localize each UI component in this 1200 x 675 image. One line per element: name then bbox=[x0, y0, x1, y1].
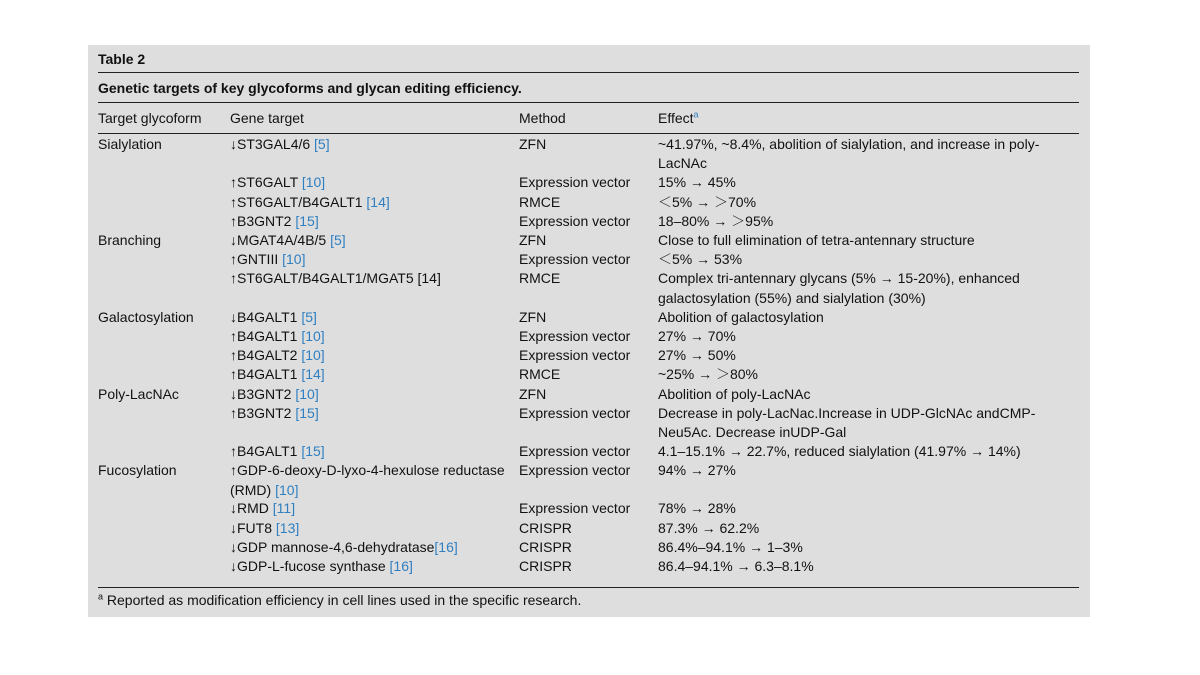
cell-gene bbox=[230, 346, 512, 365]
cell-method: CRISPR bbox=[519, 519, 572, 536]
cell-method: RMCE bbox=[519, 366, 561, 383]
cell-gene bbox=[230, 327, 512, 346]
cell-gene bbox=[230, 404, 512, 423]
table-body bbox=[88, 135, 1090, 576]
table-row bbox=[88, 250, 1090, 269]
cell-method: Expression vector bbox=[519, 462, 631, 479]
bottom-rule bbox=[98, 587, 1079, 588]
table-row bbox=[88, 365, 1090, 384]
gene-name: ↓GDP-L-fucose synthase bbox=[230, 558, 386, 575]
reference-link[interactable]: [10] bbox=[291, 385, 319, 402]
title-rule bbox=[98, 102, 1079, 103]
cell-effect: Decrease in poly-LacNac.Increase in UDP-GlcNAc andCMP-Neu5Ac. Decrease inUDP-Gal bbox=[658, 404, 1036, 441]
reference-link[interactable]: [5] bbox=[326, 232, 346, 249]
reference-link[interactable]: [16] bbox=[385, 558, 413, 575]
cell-gene bbox=[230, 135, 512, 154]
cell-method: ZFN bbox=[519, 136, 547, 152]
cell-method: Expression vector bbox=[519, 404, 631, 421]
gene-name: ↑B3GNT2 bbox=[230, 404, 292, 421]
header-rule bbox=[98, 133, 1079, 134]
table-row bbox=[88, 557, 1090, 576]
gene-name: ↓ST3GAL4/6 bbox=[230, 136, 311, 152]
cell-method: RMCE bbox=[519, 270, 561, 287]
gene-name: ↑ST6GALT/B4GALT1/MGAT5 [14] bbox=[230, 270, 441, 287]
gene-name: ↓FUT8 bbox=[230, 519, 272, 536]
gene-name: ↓B4GALT1 bbox=[230, 308, 298, 325]
reference-link[interactable]: [15] bbox=[291, 212, 319, 229]
cell-method: CRISPR bbox=[519, 538, 572, 555]
cell-effect: ＜5% → 53% bbox=[658, 251, 743, 268]
cell-effect: Close to full elimination of tetra-antennary structure bbox=[658, 232, 975, 249]
cell-glycoform: Galactosylation bbox=[98, 308, 194, 325]
cell-glycoform: Branching bbox=[98, 232, 162, 249]
cell-gene bbox=[230, 250, 512, 269]
gene-name: ↑B4GALT1 bbox=[230, 366, 298, 383]
table-row bbox=[88, 308, 1090, 327]
cell-gene bbox=[230, 231, 512, 250]
effect-footnote-mark: a bbox=[693, 109, 699, 120]
cell-gene bbox=[230, 538, 512, 557]
table-row bbox=[88, 499, 1090, 518]
table-footnote bbox=[98, 592, 581, 608]
gene-name: ↑B4GALT1 bbox=[230, 443, 298, 460]
cell-effect: 27% → 50% bbox=[658, 347, 736, 364]
gene-name: ↓MGAT4A/4B/5 bbox=[230, 232, 327, 249]
cell-effect: ~25% → ＞80% bbox=[658, 366, 758, 383]
cell-effect: 86.4–94.1% → 6.3–8.1% bbox=[658, 558, 814, 575]
table-row bbox=[88, 327, 1090, 346]
table-row bbox=[88, 385, 1090, 404]
cell-effect: Abolition of poly-LacNAc bbox=[658, 385, 811, 402]
cell-method: CRISPR bbox=[519, 558, 572, 575]
cell-gene bbox=[230, 557, 512, 576]
table-row bbox=[88, 193, 1090, 212]
table-panel bbox=[88, 45, 1090, 617]
gene-name: ↓B3GNT2 bbox=[230, 385, 292, 402]
header-effect: Effect$^a$ bbox=[658, 109, 699, 126]
cell-gene bbox=[230, 385, 512, 404]
reference-link[interactable]: [16] bbox=[434, 538, 458, 555]
table-row bbox=[88, 212, 1090, 231]
cell-gene bbox=[230, 173, 512, 192]
reference-link[interactable]: [5] bbox=[297, 308, 317, 325]
header-method: Method bbox=[519, 110, 566, 126]
cell-method: Expression vector bbox=[519, 347, 631, 364]
reference-link[interactable]: [15] bbox=[291, 404, 319, 421]
reference-link[interactable]: [14] bbox=[362, 193, 390, 210]
reference-link[interactable]: [10] bbox=[297, 328, 325, 345]
cell-glycoform: Sialylation bbox=[98, 136, 162, 152]
reference-link[interactable]: [15] bbox=[297, 443, 325, 460]
cell-method: ZFN bbox=[519, 385, 547, 402]
reference-link[interactable]: [10] bbox=[271, 481, 299, 498]
table-row bbox=[88, 269, 1090, 307]
gene-name: ↑ST6GALT bbox=[230, 174, 298, 191]
table-row bbox=[88, 461, 1090, 499]
cell-method: Expression vector bbox=[519, 212, 631, 229]
table-row bbox=[88, 135, 1090, 173]
cell-gene bbox=[230, 212, 512, 231]
gene-name: ↑B3GNT2 bbox=[230, 212, 292, 229]
cell-method: Expression vector bbox=[519, 443, 631, 460]
table-row bbox=[88, 346, 1090, 365]
cell-effect: 87.3% → 62.2% bbox=[658, 519, 760, 536]
table-row bbox=[88, 519, 1090, 538]
cell-effect: 15% → 45% bbox=[658, 174, 736, 191]
cell-method: Expression vector bbox=[519, 251, 631, 268]
table-row bbox=[88, 404, 1090, 442]
cell-effect: 86.4%–94.1% → 1–3% bbox=[658, 538, 803, 555]
gene-name: ↑GDP-6-deoxy-D-lyxo-4-hexulose reductase (RMD) bbox=[230, 462, 505, 498]
reference-link[interactable]: [11] bbox=[268, 500, 296, 517]
header-gene: Gene target bbox=[230, 110, 304, 126]
cell-glycoform: Poly-LacNAc bbox=[98, 385, 179, 402]
cell-effect: 78% → 28% bbox=[658, 500, 736, 517]
cell-method: Expression vector bbox=[519, 328, 631, 345]
reference-link[interactable]: [13] bbox=[272, 519, 300, 536]
table-row bbox=[88, 231, 1090, 250]
cell-effect: ~41.97%, ~8.4%, abolition of sialylation, and increase in poly-LacNAc bbox=[658, 136, 1040, 172]
table-row bbox=[88, 173, 1090, 192]
footnote-text: Reported as modification efficiency in cell lines used in the specific research. bbox=[103, 592, 582, 608]
table-title: Genetic targets of key glycoforms and glycan editing efficiency. bbox=[98, 80, 522, 96]
cell-effect: 94% → 27% bbox=[658, 462, 736, 479]
cell-method: ZFN bbox=[519, 232, 547, 249]
cell-method: Expression vector bbox=[519, 174, 631, 191]
cell-gene bbox=[230, 461, 512, 499]
gene-name: ↑GNTIII bbox=[230, 251, 279, 268]
cell-effect: 4.1–15.1% → 22.7%, reduced sialylation (41.97% → 14%) bbox=[658, 443, 1021, 460]
cell-gene bbox=[230, 269, 512, 288]
cell-effect: ＜5% → ＞70% bbox=[658, 193, 757, 210]
gene-name: ↑B4GALT1 bbox=[230, 328, 298, 345]
cell-effect: 27% → 70% bbox=[658, 328, 736, 345]
cell-glycoform: Fucosylation bbox=[98, 462, 177, 479]
cell-gene bbox=[230, 519, 512, 538]
table-label: Table 2 bbox=[98, 51, 146, 67]
cell-gene bbox=[230, 365, 512, 384]
cell-effect: 18–80% → ＞95% bbox=[658, 212, 774, 229]
cell-effect: Abolition of galactosylation bbox=[658, 308, 824, 325]
reference-link[interactable]: [10] bbox=[297, 174, 326, 191]
cell-gene bbox=[230, 499, 512, 518]
reference-link[interactable]: [5] bbox=[310, 136, 330, 152]
cell-effect: Complex tri-antennary glycans (5% → 15-20%), enhanced galactosylation (55%) and sialylation (30%) bbox=[658, 270, 1020, 306]
gene-name: ↑ST6GALT/B4GALT1 bbox=[230, 193, 363, 210]
table-row bbox=[88, 442, 1090, 461]
top-rule bbox=[98, 72, 1079, 73]
reference-link[interactable]: [10] bbox=[278, 251, 306, 268]
footnote-mark: a bbox=[98, 591, 104, 602]
reference-link[interactable]: [14] bbox=[297, 366, 325, 383]
cell-method: RMCE bbox=[519, 193, 561, 210]
reference-link[interactable]: [10] bbox=[297, 347, 325, 364]
header-glycoform: Target glycoform bbox=[98, 110, 202, 126]
cell-gene bbox=[230, 193, 512, 212]
gene-name: ↓GDP mannose-4,6-dehydratase bbox=[230, 538, 435, 555]
cell-method: ZFN bbox=[519, 308, 547, 325]
table-row bbox=[88, 538, 1090, 557]
gene-name: ↓RMD bbox=[230, 500, 269, 517]
cell-method: Expression vector bbox=[519, 500, 631, 517]
header-row bbox=[88, 110, 1090, 130]
gene-name: ↑B4GALT2 bbox=[230, 347, 298, 364]
cell-gene bbox=[230, 308, 512, 327]
cell-gene bbox=[230, 442, 512, 461]
